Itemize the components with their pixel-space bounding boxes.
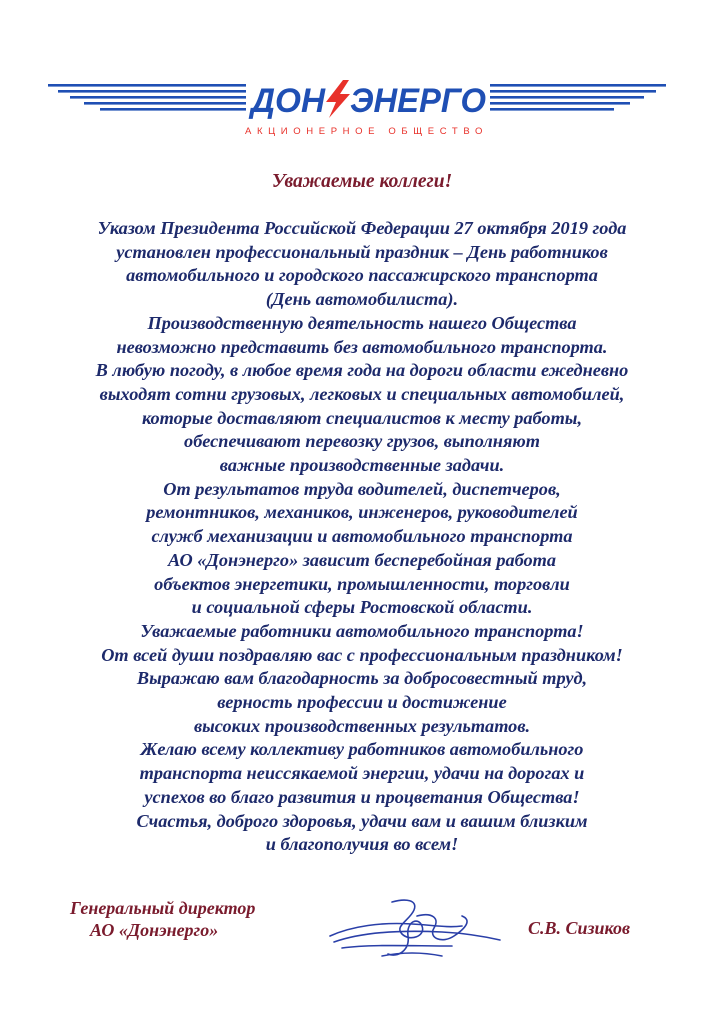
letter-body — [0, 217, 724, 857]
body-line: объектов энергетики, промышленности, торговли — [154, 573, 570, 594]
logo-text-right: ЭНЕРГО — [350, 82, 486, 120]
body-line: От результатов труда водителей, диспетчеров, — [163, 478, 561, 499]
body-line: АО «Донэнерго» зависит бесперебойная работа — [168, 549, 556, 570]
body-line: Производственную деятельность нашего Общества — [147, 312, 577, 333]
body-line: невозможно представить без автомобильного транспорта. — [116, 336, 608, 357]
body-line: Выражаю вам благодарность за добросовестный труд, — [136, 668, 588, 689]
body-line: которые доставляют специалистов к месту работы, — [141, 407, 583, 428]
body-line: В любую погоду, в любое время года на дороги области ежедневно — [95, 360, 629, 381]
body-line: обеспечивают перевозку грузов, выполняют — [184, 431, 540, 452]
signatory-name: С.В. Сизиков — [528, 918, 631, 938]
body-line: служб механизации и автомобильного транспорта — [151, 526, 573, 547]
body-line: Желаю всему коллективу работников автомобильного — [140, 739, 584, 760]
body-line: выходят сотни грузовых, легковых и специальных автомобилей, — [99, 383, 625, 404]
body-line: Счастья, доброго здоровья, удачи вам и вашим близким — [136, 810, 588, 831]
logo-text-left: ДОН — [248, 82, 327, 120]
greeting-heading: Уважаемые коллеги! — [271, 171, 453, 192]
letterhead — [0, 70, 724, 140]
signatory-title: Генеральный директор — [70, 898, 256, 918]
letterhead-subtitle: АКЦИОНЕРНОЕ ОБЩЕСТВО — [245, 126, 485, 137]
body-line: успехов во благо развития и процветания Общества! — [144, 786, 580, 807]
body-line: верность профессии и достижение — [217, 692, 507, 713]
body-line: и социальной сферы Ростовской области. — [191, 597, 533, 618]
handwritten-signature — [322, 896, 512, 966]
body-line: установлен профессиональный праздник – День работников — [116, 241, 608, 262]
body-line: ремонтников, механиков, инженеров, руководителей — [146, 502, 578, 523]
body-line: транспорта неиссякаемой энергии, удачи на дорогах и — [139, 763, 585, 784]
body-line: Указом Президента Российской Федерации 27 октября 2019 года — [97, 218, 627, 238]
body-line: От всей души поздравляю вас с профессиональным праздником! — [101, 644, 623, 665]
signatory-company: АО «Донэнерго» — [90, 920, 219, 940]
body-line: Уважаемые работники автомобильного транспорта! — [140, 620, 584, 641]
body-line: и благополучия во всем! — [265, 834, 459, 855]
body-line: автомобильного и городского пассажирского транспорта — [126, 265, 598, 286]
body-line: (День автомобилиста). — [265, 289, 459, 310]
body-line: высоких производственных результатов. — [193, 715, 531, 736]
body-line: важные производственные задачи. — [219, 455, 505, 476]
